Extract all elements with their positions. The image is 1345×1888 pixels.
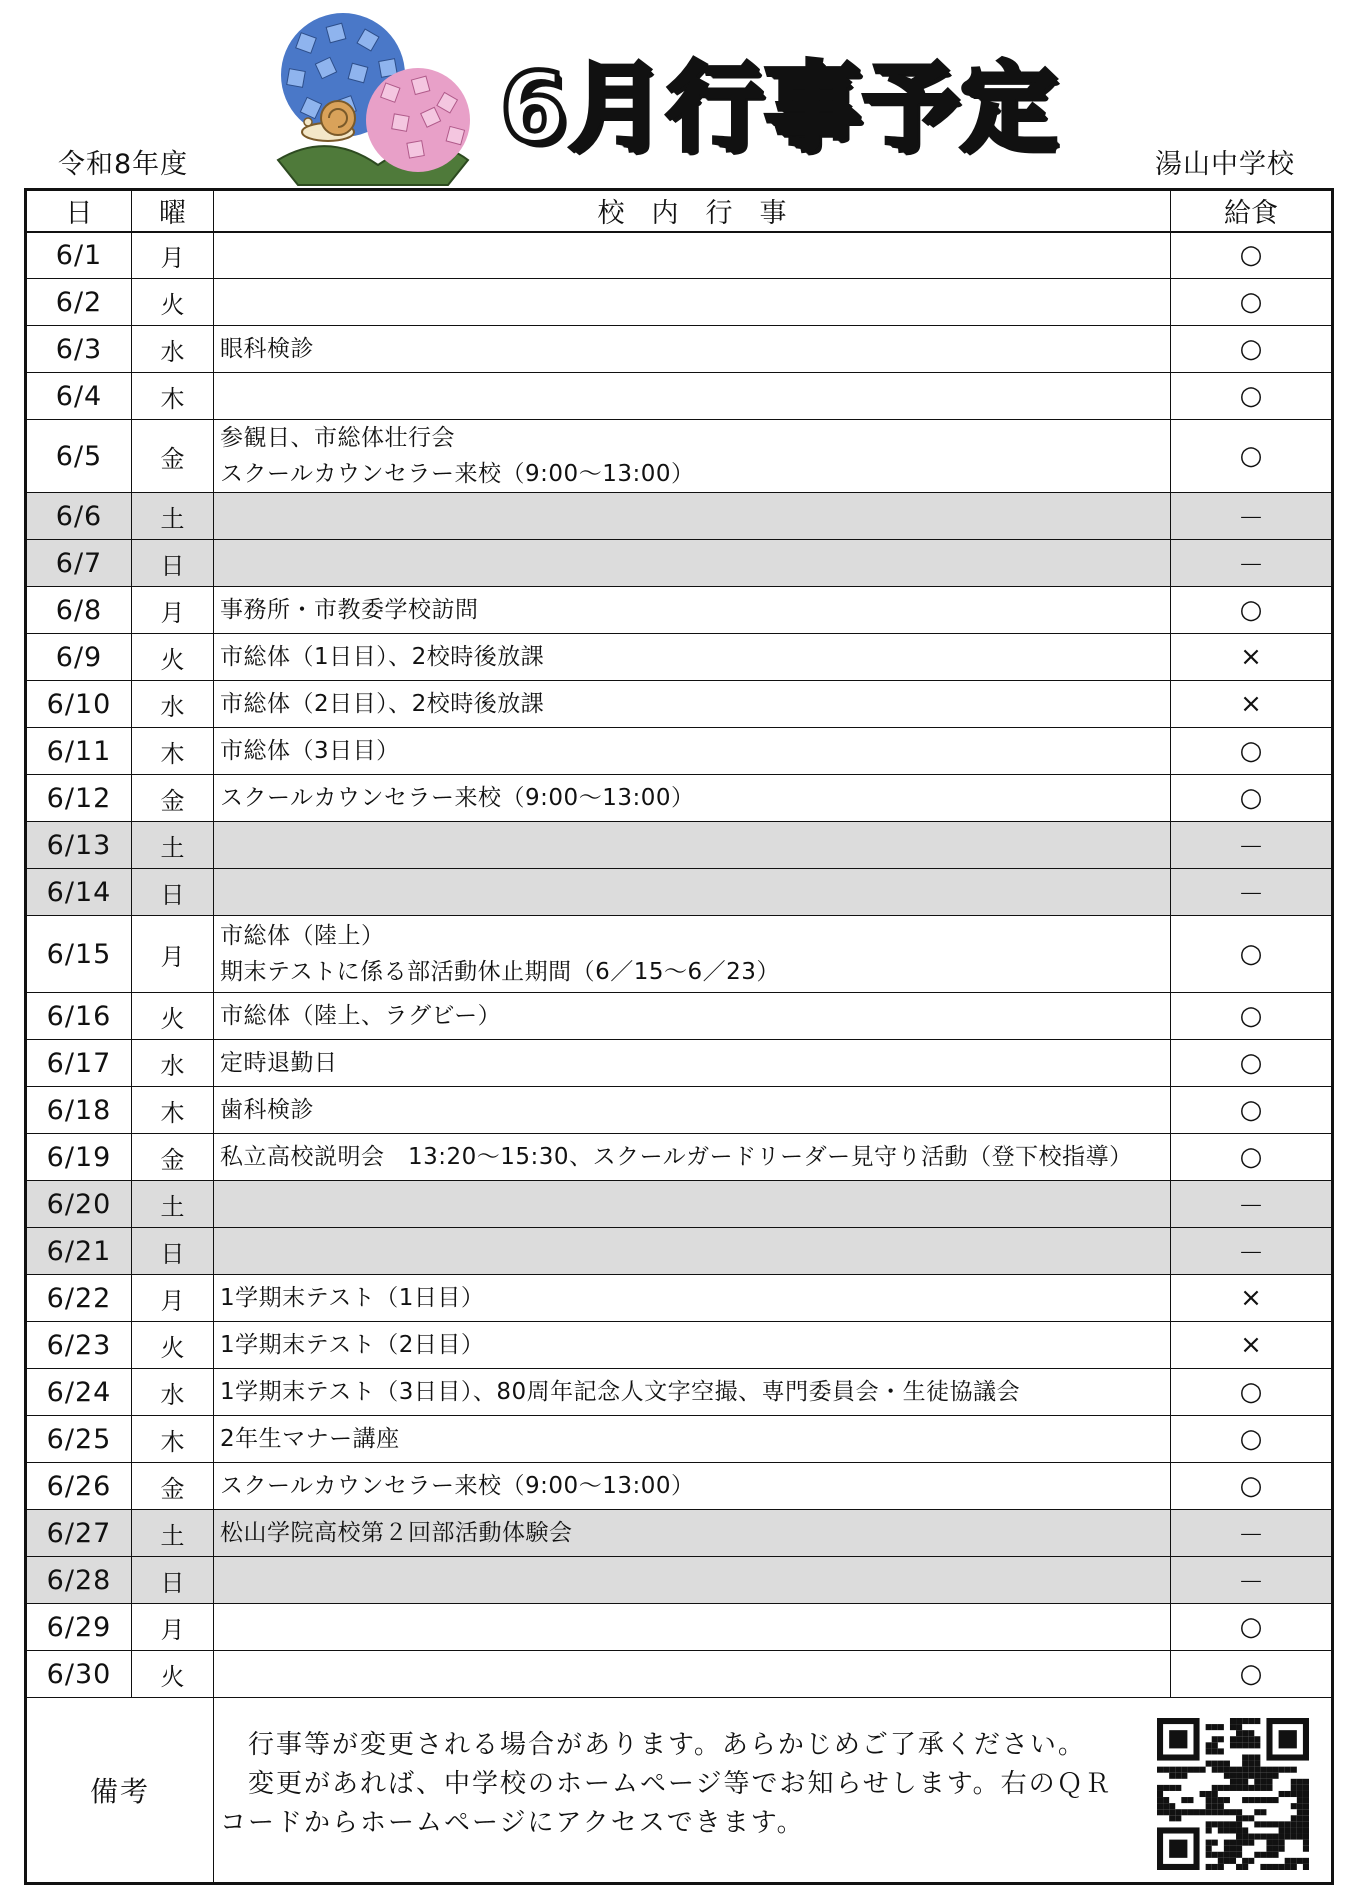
events-cell — [214, 1181, 1171, 1228]
weekday-cell: 土 — [132, 1510, 214, 1557]
table-row — [26, 373, 1333, 420]
weekday-cell: 日 — [132, 869, 214, 916]
weekday-cell: 火 — [132, 993, 214, 1040]
event-item: スクールカウンセラー来校（9:00～13:00） — [220, 461, 695, 487]
weekday-cell: 木 — [132, 1087, 214, 1134]
table-row — [26, 1557, 1333, 1604]
lunch-status-cell: ○ — [1171, 1040, 1333, 1087]
events-cell — [214, 1040, 1171, 1087]
lunch-status-cell: － — [1171, 540, 1333, 587]
date-cell: 6/18 — [26, 1087, 132, 1134]
date-cell: 6/21 — [26, 1228, 132, 1275]
table-row — [26, 326, 1333, 373]
table-row — [26, 1134, 1333, 1181]
event-item: 期末テストに係る部活動休止期間（6／15～6／23） — [220, 959, 780, 985]
table-row — [26, 1416, 1333, 1463]
lunch-status-cell: × — [1171, 681, 1333, 728]
table-row — [26, 1228, 1333, 1275]
date-cell: 6/1 — [26, 232, 132, 279]
table-row — [26, 681, 1333, 728]
weekday-cell: 月 — [132, 1604, 214, 1651]
table-row — [26, 728, 1333, 775]
events-cell — [214, 420, 1171, 493]
events-cell — [214, 1369, 1171, 1416]
hydrangea-snail-illustration — [268, 10, 488, 190]
event-item: 市総体（1日目）、2校時後放課 — [220, 644, 545, 670]
event-item: 1学期末テスト（1日目） — [220, 1285, 485, 1311]
remarks-body — [214, 1698, 1333, 1884]
table-row — [26, 1275, 1333, 1322]
lunch-status-cell: ○ — [1171, 279, 1333, 326]
column-header-events: 校 内 行 事 — [214, 190, 1171, 232]
event-item: 2年生マナー講座 — [220, 1426, 400, 1452]
events-cell — [214, 1275, 1171, 1322]
weekday-cell: 火 — [132, 1651, 214, 1698]
qr-code-icon[interactable] — [1157, 1718, 1309, 1870]
events-cell — [214, 728, 1171, 775]
table-row — [26, 916, 1333, 993]
lunch-status-cell: － — [1171, 1228, 1333, 1275]
column-header-lunch: 給食 — [1171, 190, 1333, 232]
schedule-body — [26, 232, 1333, 1698]
lunch-status-cell: － — [1171, 869, 1333, 916]
lunch-status-cell: × — [1171, 634, 1333, 681]
column-header-day: 曜 — [132, 190, 214, 232]
table-row — [26, 587, 1333, 634]
lunch-status-cell: － — [1171, 493, 1333, 540]
weekday-cell: 金 — [132, 420, 214, 493]
lunch-status-cell: ○ — [1171, 587, 1333, 634]
table-row — [26, 1510, 1333, 1557]
weekday-cell: 水 — [132, 681, 214, 728]
remarks-line: 行事等が変更される場合があります。あらかじめご了承ください。 — [220, 1730, 1086, 1760]
table-row — [26, 993, 1333, 1040]
date-cell: 6/12 — [26, 775, 132, 822]
table-row — [26, 775, 1333, 822]
weekday-cell: 火 — [132, 279, 214, 326]
lunch-status-cell: ○ — [1171, 232, 1333, 279]
lunch-status-cell: ○ — [1171, 1416, 1333, 1463]
lunch-status-cell: － — [1171, 1510, 1333, 1557]
remarks-line: コードからホームページにアクセスできます。 — [220, 1808, 805, 1838]
weekday-cell: 木 — [132, 728, 214, 775]
remarks-label: 備考 — [26, 1698, 214, 1884]
lunch-status-cell: ○ — [1171, 373, 1333, 420]
lunch-status-cell: ○ — [1171, 1369, 1333, 1416]
page-title: 6月行事予定 — [500, 52, 1059, 164]
date-cell: 6/25 — [26, 1416, 132, 1463]
event-item: スクールカウンセラー来校（9:00～13:00） — [220, 1473, 695, 1499]
table-row — [26, 1087, 1333, 1134]
events-cell — [214, 1087, 1171, 1134]
events-cell — [214, 822, 1171, 869]
table-row — [26, 1181, 1333, 1228]
date-cell: 6/10 — [26, 681, 132, 728]
date-cell: 6/8 — [26, 587, 132, 634]
events-cell — [214, 1322, 1171, 1369]
events-cell — [214, 326, 1171, 373]
lunch-status-cell: ○ — [1171, 916, 1333, 993]
events-cell — [214, 1463, 1171, 1510]
lunch-status-cell: － — [1171, 1557, 1333, 1604]
table-row — [26, 1463, 1333, 1510]
weekday-cell: 金 — [132, 775, 214, 822]
event-item: 市総体（2日目）、2校時後放課 — [220, 691, 545, 717]
table-row — [26, 1322, 1333, 1369]
weekday-cell: 月 — [132, 232, 214, 279]
lunch-status-cell: ○ — [1171, 1651, 1333, 1698]
date-cell: 6/6 — [26, 493, 132, 540]
event-item: 松山学院高校第２回部活動体験会 — [220, 1520, 573, 1546]
date-cell: 6/13 — [26, 822, 132, 869]
table-header-row — [26, 190, 1333, 232]
date-cell: 6/26 — [26, 1463, 132, 1510]
weekday-cell: 金 — [132, 1463, 214, 1510]
events-cell — [214, 1604, 1171, 1651]
table-row — [26, 540, 1333, 587]
date-cell: 6/29 — [26, 1604, 132, 1651]
weekday-cell: 水 — [132, 326, 214, 373]
event-item: 市総体（陸上） — [220, 923, 385, 949]
weekday-cell: 月 — [132, 916, 214, 993]
event-item: 定時退勤日 — [220, 1050, 338, 1076]
events-cell — [214, 1134, 1171, 1181]
date-cell: 6/23 — [26, 1322, 132, 1369]
date-cell: 6/2 — [26, 279, 132, 326]
date-cell: 6/7 — [26, 540, 132, 587]
event-item: 市総体（3日目） — [220, 738, 400, 764]
page-header — [0, 0, 1345, 190]
lunch-status-cell: ○ — [1171, 1463, 1333, 1510]
events-cell — [214, 993, 1171, 1040]
table-row — [26, 634, 1333, 681]
weekday-cell: 月 — [132, 587, 214, 634]
lunch-status-cell: × — [1171, 1275, 1333, 1322]
weekday-cell: 水 — [132, 1040, 214, 1087]
weekday-cell: 日 — [132, 540, 214, 587]
date-cell: 6/14 — [26, 869, 132, 916]
table-row — [26, 420, 1333, 493]
events-cell — [214, 1651, 1171, 1698]
events-cell — [214, 775, 1171, 822]
date-cell: 6/19 — [26, 1134, 132, 1181]
event-item: 歯科検診 — [220, 1097, 314, 1123]
table-row — [26, 822, 1333, 869]
date-cell: 6/22 — [26, 1275, 132, 1322]
lunch-status-cell: ○ — [1171, 326, 1333, 373]
date-cell: 6/20 — [26, 1181, 132, 1228]
weekday-cell: 月 — [132, 1275, 214, 1322]
events-cell — [214, 634, 1171, 681]
event-schedule-table — [24, 188, 1334, 1885]
date-cell: 6/5 — [26, 420, 132, 493]
school-name: 湯山中学校 — [1155, 149, 1295, 180]
lunch-status-cell: ○ — [1171, 420, 1333, 493]
events-cell — [214, 373, 1171, 420]
table-row — [26, 493, 1333, 540]
date-cell: 6/27 — [26, 1510, 132, 1557]
events-cell — [214, 869, 1171, 916]
table-row — [26, 869, 1333, 916]
events-cell — [214, 1416, 1171, 1463]
event-item: 1学期末テスト（3日目）、80周年記念人文字空撮、専門委員会・生徒協議会 — [220, 1379, 1021, 1405]
weekday-cell: 木 — [132, 373, 214, 420]
date-cell: 6/3 — [26, 326, 132, 373]
event-item: 1学期末テスト（2日目） — [220, 1332, 485, 1358]
weekday-cell: 土 — [132, 493, 214, 540]
table-row — [26, 279, 1333, 326]
event-item: 眼科検診 — [220, 336, 314, 362]
weekday-cell: 土 — [132, 1181, 214, 1228]
table-row — [26, 1369, 1333, 1416]
table-row — [26, 1651, 1333, 1698]
weekday-cell: 日 — [132, 1557, 214, 1604]
date-cell: 6/4 — [26, 373, 132, 420]
remarks-line: 変更があれば、中学校のホームページ等でお知らせします。右のＱＲ — [220, 1769, 1113, 1799]
table-row — [26, 1604, 1333, 1651]
lunch-status-cell: ○ — [1171, 993, 1333, 1040]
lunch-status-cell: ○ — [1171, 1087, 1333, 1134]
events-cell — [214, 540, 1171, 587]
event-item: 事務所・市教委学校訪問 — [220, 597, 479, 623]
lunch-status-cell: ○ — [1171, 728, 1333, 775]
events-cell — [214, 1557, 1171, 1604]
table-row — [26, 1040, 1333, 1087]
weekday-cell: 金 — [132, 1134, 214, 1181]
date-cell: 6/28 — [26, 1557, 132, 1604]
weekday-cell: 火 — [132, 1322, 214, 1369]
lunch-status-cell: － — [1171, 822, 1333, 869]
events-cell — [214, 232, 1171, 279]
date-cell: 6/16 — [26, 993, 132, 1040]
event-item: スクールカウンセラー来校（9:00～13:00） — [220, 785, 695, 811]
weekday-cell: 水 — [132, 1369, 214, 1416]
lunch-status-cell: ○ — [1171, 1134, 1333, 1181]
weekday-cell: 土 — [132, 822, 214, 869]
events-cell — [214, 1510, 1171, 1557]
date-cell: 6/11 — [26, 728, 132, 775]
events-cell — [214, 279, 1171, 326]
fiscal-year: 令和8年度 — [58, 149, 189, 180]
lunch-status-cell: ○ — [1171, 1604, 1333, 1651]
remarks-row — [26, 1698, 1333, 1884]
date-cell: 6/24 — [26, 1369, 132, 1416]
weekday-cell: 火 — [132, 634, 214, 681]
weekday-cell: 木 — [132, 1416, 214, 1463]
event-item: 市総体（陸上、ラグビー） — [220, 1003, 502, 1029]
events-cell — [214, 493, 1171, 540]
date-cell: 6/15 — [26, 916, 132, 993]
lunch-status-cell: － — [1171, 1181, 1333, 1228]
events-cell — [214, 587, 1171, 634]
lunch-status-cell: ○ — [1171, 775, 1333, 822]
table-row — [26, 232, 1333, 279]
weekday-cell: 日 — [132, 1228, 214, 1275]
date-cell: 6/30 — [26, 1651, 132, 1698]
events-cell — [214, 681, 1171, 728]
events-cell — [214, 916, 1171, 993]
lunch-status-cell: × — [1171, 1322, 1333, 1369]
event-item: 参観日、市総体壮行会 — [220, 425, 455, 451]
date-cell: 6/9 — [26, 634, 132, 681]
date-cell: 6/17 — [26, 1040, 132, 1087]
column-header-date: 日 — [26, 190, 132, 232]
event-item: 私立高校説明会 13:20～15:30、スクールガードリーダー見守り活動（登下校指導） — [220, 1144, 1133, 1170]
events-cell — [214, 1228, 1171, 1275]
